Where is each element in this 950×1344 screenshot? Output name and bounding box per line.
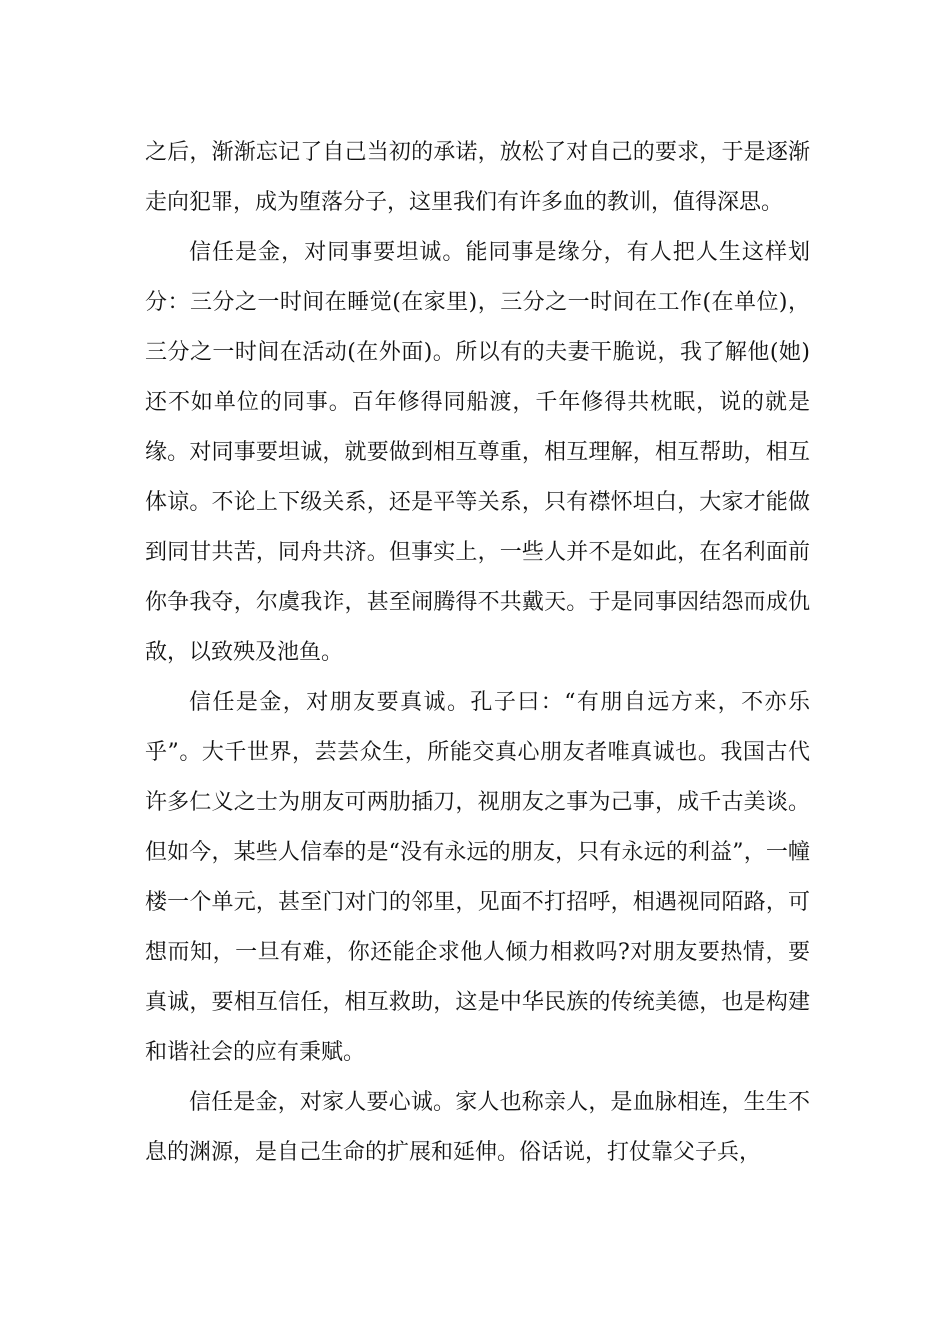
paragraph-colleagues: 信任是金，对同事要坦诚。能同事是缘分，有人把人生这样划分：三分之一时间在睡觉(在家里)，三分之一时间在工作(在单位)，三分之一时间在活动(在外面)。所以有的夫妻干脆说，我了解他(她)还不如单位的同事。百年修得同船渡，千年修得共枕眠，说的就是缘。对同事要坦诚，就要做到相互尊重，相互理解，相互帮助，相互体谅。不论上下级关系，还是平等关系，只有襟怀坦白，大家才能做到同甘共苦，同舟共济。但事实上，一些人并不是如此，在名利面前你争我夺，尔虞我诈，甚至闹腾得不共戴天。于是同事因结怨而成仇敌，以致殃及池鱼。 <box>145 240 810 665</box>
document-body <box>145 128 810 1178</box>
paragraph-family: 信任是金，对家人要心诚。家人也称亲人，是血脉相连，生生不息的渊源，是自己生命的扩展和延伸。俗话说，打仗靠父子兵， <box>145 1090 810 1165</box>
paragraph-continuation: 之后，渐渐忘记了自己当初的承诺，放松了对自己的要求，于是逐渐走向犯罪，成为堕落分子，这里我们有许多血的教训，值得深思。 <box>145 140 810 215</box>
paragraph-friends: 信任是金，对朋友要真诚。孔子曰：“有朋自远方来，不亦乐乎”。大千世界，芸芸众生，所能交真心朋友者唯真诚也。我国古代许多仁义之士为朋友可两肋插刀，视朋友之事为己事，成千古美谈。但如今，某些人信奉的是“没有永远的朋友，只有永远的利益”，一幢楼一个单元，甚至门对门的邻里，见面不打招呼，相遇视同陌路，可想而知，一旦有难，你还能企求他人倾力相救吗?对朋友要热情，要真诚，要相互信任，相互救助，这是中华民族的传统美德，也是构建和谐社会的应有秉赋。 <box>145 690 810 1065</box>
